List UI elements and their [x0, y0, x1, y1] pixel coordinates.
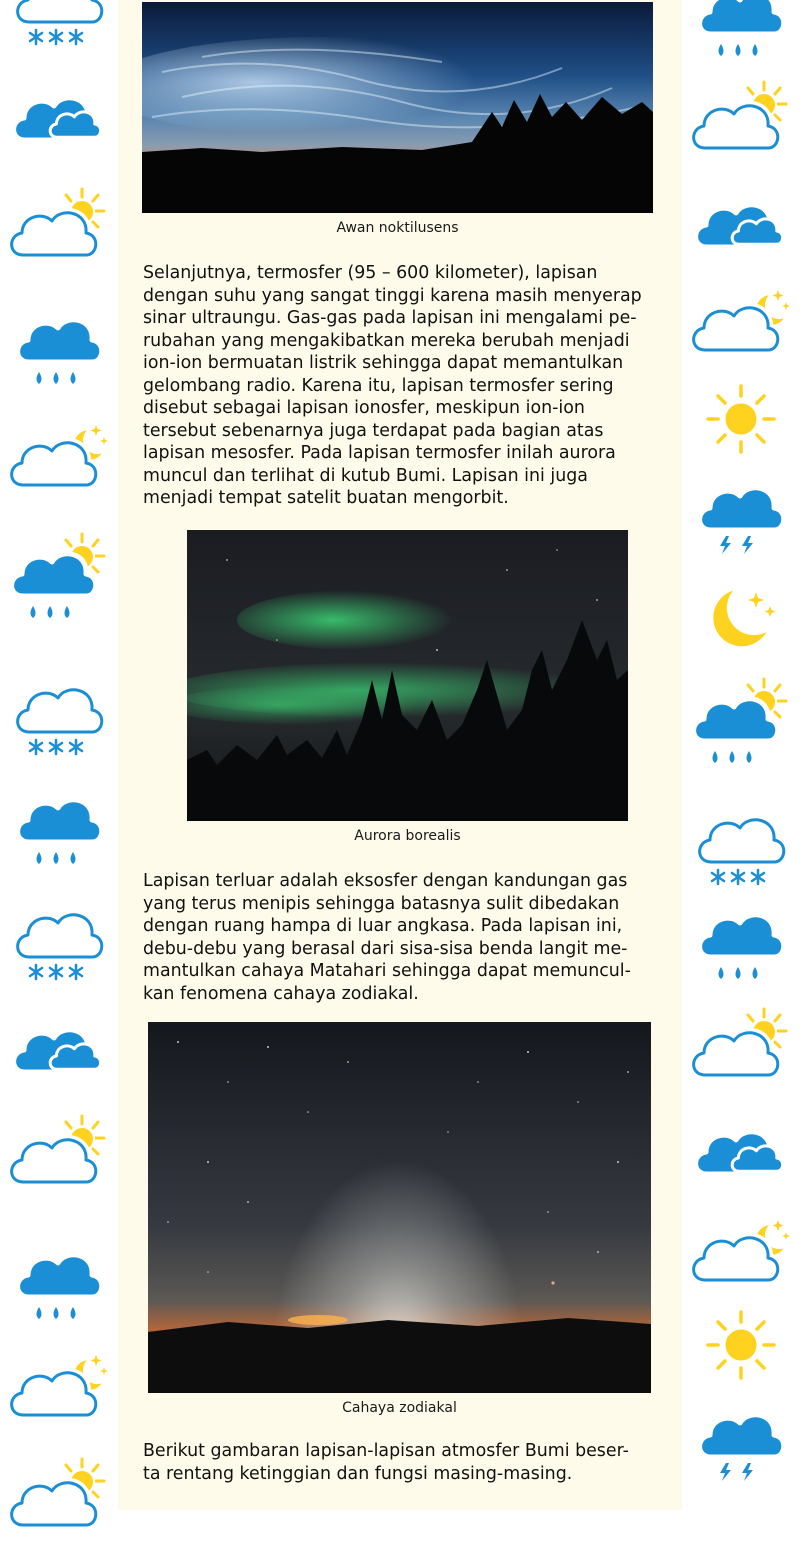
sun-icon — [686, 372, 796, 467]
double-cloud-icon — [4, 1010, 114, 1105]
text-line: rubahan yang mengakibatkan mereka berubah menjadi — [143, 330, 630, 351]
text-line: sinar ultraungu. Gas-gas pada lapisan ini mengalami pe- — [143, 308, 637, 328]
aurora-borealis-photo — [187, 530, 628, 821]
text-line: dengan ruang hampa di luar angkasa. Pada lapisan ini, — [143, 916, 623, 936]
text-line: Selanjutnya, termosfer (95 – 600 kilometer), lapisan — [143, 263, 598, 283]
paragraph-exosphere — [143, 870, 663, 1005]
partly-sunny-icon — [4, 185, 114, 280]
text-line: Lapisan terluar adalah eksosfer dengan kandungan gas — [143, 871, 628, 891]
double-cloud-icon — [686, 185, 796, 280]
zodiacal-light-photo — [148, 1022, 651, 1393]
cloudy-night-icon — [686, 1210, 796, 1305]
snow-cloud-icon — [686, 800, 796, 895]
text-line: menjadi tempat satelit buatan mengorbit. — [143, 488, 509, 508]
left-weather-border — [0, 0, 118, 1510]
text-line: yang terus menipis sehingga batasnya sulit dibedakan — [143, 893, 620, 914]
paragraph-intro-diagram — [143, 1440, 663, 1485]
rain-cloud-icon — [4, 1235, 114, 1330]
text-line: tersebut sebenarnya juga terdapat pada bagian atas — [143, 420, 604, 441]
text-line: Berikut gambaran lapisan-lapisan atmosfer Bumi beser- — [143, 1441, 629, 1461]
text-line: mantulkan cahaya Matahari sehingga dapat memuncul- — [143, 961, 631, 981]
text-line: gelombang radio. Karena itu, lapisan termosfer sering — [143, 375, 614, 396]
rain-cloud-icon — [686, 0, 796, 67]
cloudy-night-icon — [686, 280, 796, 375]
caption-aurora: Aurora borealis — [354, 828, 461, 844]
sun-icon — [686, 1298, 796, 1393]
text-line: dengan suhu yang sangat tinggi karena masih menyerap — [143, 285, 642, 306]
rain-cloud-icon — [4, 780, 114, 875]
text-line: lapisan mesosfer. Pada lapisan termosfer inilah aurora — [143, 443, 616, 463]
caption-zodiacal: Cahaya zodiakal — [342, 1400, 457, 1416]
text-line: kan fenomena cahaya zodiakal. — [143, 983, 419, 1004]
partly-sunny-icon — [686, 1005, 796, 1100]
text-line: disebut sebagai lapisan ionosfer, meskipun ion-ion — [143, 398, 585, 418]
storm-cloud-icon — [686, 1395, 796, 1490]
snow-cloud-icon — [4, 670, 114, 765]
text-line: muncul dan terlihat di kutub Bumi. Lapisan ini juga — [143, 465, 588, 486]
sun-rain-icon — [686, 675, 796, 770]
cloudy-night-icon — [4, 415, 114, 510]
snow-cloud-icon — [4, 0, 114, 55]
double-cloud-icon — [4, 78, 114, 173]
rain-cloud-icon — [686, 895, 796, 990]
paragraph-thermosphere — [143, 262, 663, 510]
double-cloud-icon — [686, 1112, 796, 1207]
text-line: debu-debu yang berasal dari sisa-sisa benda langit me- — [143, 938, 628, 959]
text-line: ion-ion bermuatan listrik sehingga dapat memantulkan — [143, 353, 624, 373]
moon-icon — [686, 570, 796, 665]
text-line: ta rentang ketinggian dan fungsi masing-masing. — [143, 1463, 573, 1484]
partly-sunny-icon — [4, 1112, 114, 1207]
snow-cloud-icon — [4, 895, 114, 990]
right-weather-border — [682, 0, 800, 1510]
partly-sunny-icon — [686, 78, 796, 173]
noctilucent-clouds-photo — [142, 2, 653, 213]
caption-noctilucent: Awan noktilusens — [336, 220, 459, 236]
cloudy-night-icon — [4, 1345, 114, 1440]
rain-cloud-icon — [4, 300, 114, 395]
partly-sunny-icon — [4, 1455, 114, 1550]
sun-rain-icon — [4, 530, 114, 625]
storm-cloud-icon — [686, 468, 796, 563]
